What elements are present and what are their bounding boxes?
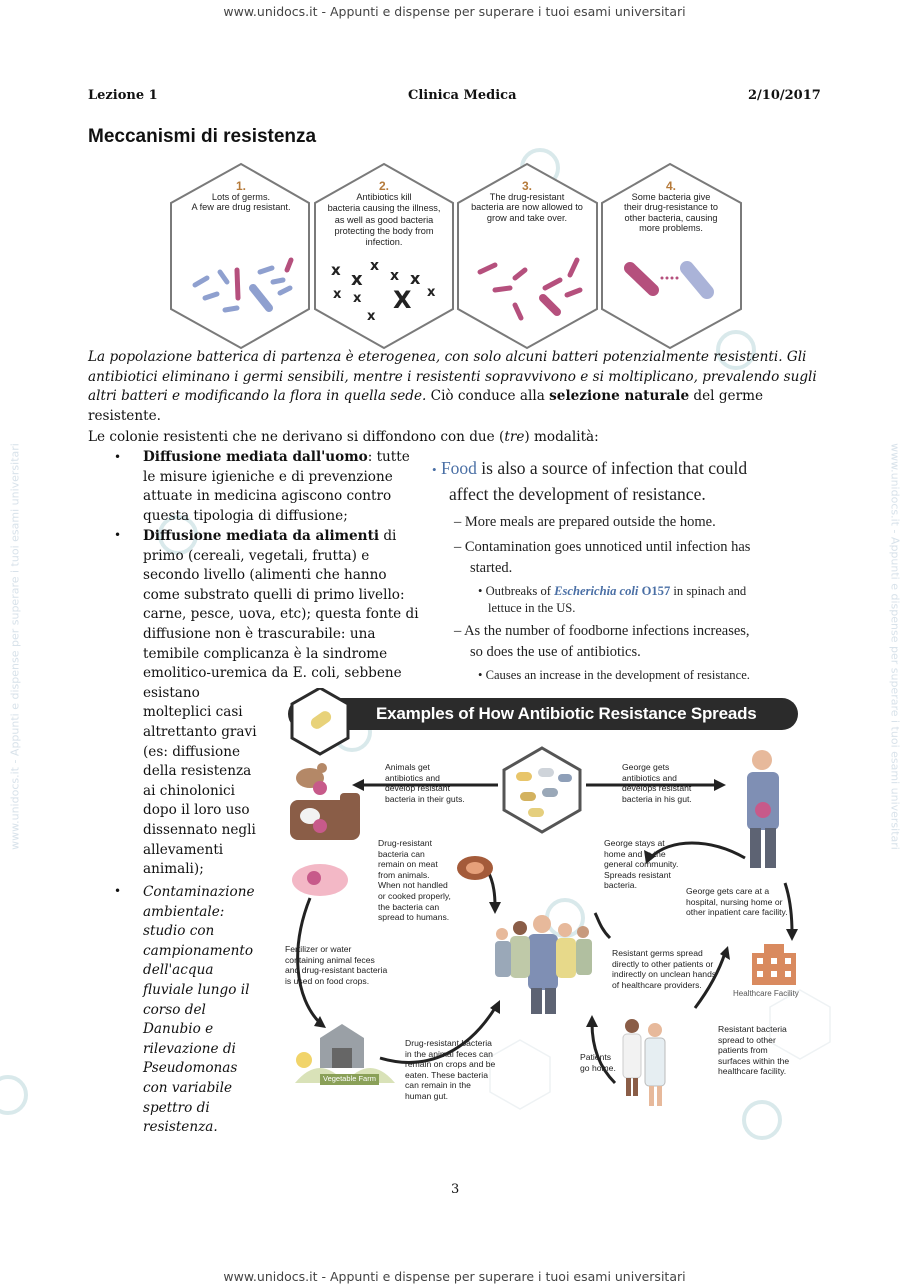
label-line: Resistant bacteria <box>718 1024 787 1034</box>
bullet-line: (es: diffusione <box>143 743 240 760</box>
page-number: 3 <box>451 1182 460 1197</box>
bullet-line: le misure igieniche e di prevenzione <box>143 468 393 485</box>
bullet-line: animali); <box>143 861 204 878</box>
bullet-line: ai chinolonici <box>143 782 236 799</box>
hex-step-2-number: 2. <box>378 179 389 193</box>
bullet-line: temibile complicanza è la sindrome <box>143 645 388 662</box>
label-patients-home <box>580 1052 616 1073</box>
header-course: Clinica Medica <box>408 88 517 103</box>
bullet-line: fluviale lungo il <box>143 981 250 998</box>
label-line: or cooked properly, <box>378 890 451 901</box>
label-line: go home. <box>580 1062 616 1073</box>
bullet-line: della resistenza <box>143 763 252 780</box>
bullet-line: Contaminazione <box>143 884 255 900</box>
label-line: of healthcare providers. <box>612 979 702 990</box>
label-line: eaten. These bacteria <box>405 1069 488 1080</box>
label-fertilizer <box>285 944 387 986</box>
bullet-line: di <box>379 528 397 544</box>
bullet-line: : tutte <box>367 449 410 465</box>
label-line: containing animal feces <box>285 954 375 965</box>
hex-step-4 <box>602 181 740 234</box>
hex-step-1-number: 1. <box>235 179 246 193</box>
bullet-line: rilevazione di <box>143 1040 236 1057</box>
hex-step-3 <box>458 181 596 223</box>
watermark-vertical-left: www.unidocs.it - Appunti e dispense per superare i tuoi esami universitari <box>8 443 22 850</box>
food-slide: • Food is also a source of infection that could affect the development of resistance. – More meals are prepared outside the home. – Contamination goes unnoticed until infection has started. • Outbreaks of Escherichia coli O157 in spinach and lettuce in the US. – As the number of foodborne infections increases, so does the use of antibiotics. • Causes an increase in the development of resistance. <box>432 456 832 684</box>
hex-step-1 <box>172 181 310 213</box>
hex-step-3-line: grow and take over. <box>486 212 568 223</box>
label-drug-resistant-meat <box>378 838 451 923</box>
food-line: affect the development of resistance. <box>449 484 706 504</box>
svg-text:x: x <box>410 269 421 288</box>
label-line: spread to humans. <box>378 912 450 923</box>
label-line: can remain in the <box>405 1080 471 1091</box>
para-text: ) modalità: <box>524 429 599 445</box>
label-line: Resistant germs spread <box>612 948 703 958</box>
bullet-line: esistano <box>143 684 200 701</box>
food-word: Food <box>440 458 477 478</box>
para-text: del germe resistente. <box>88 388 764 424</box>
food-sub-ecoli: Escherichia coli <box>554 584 639 598</box>
hex-step-1-line: Lots of germs. <box>211 191 271 202</box>
bullet-line: dissennato negli <box>143 821 256 838</box>
label-line: bacteria. <box>604 880 637 891</box>
label-line: When not handled <box>378 880 448 891</box>
top-banner[interactable]: www.unidocs.it - Appunti e dispense per superare i tuoi esami universitari <box>223 4 686 19</box>
hex-step-2 <box>315 181 453 248</box>
label-line: Fertilizer or water <box>285 944 352 954</box>
bullet-line: diffusione non è trascurabile: una <box>143 625 376 642</box>
svg-text:x: x <box>353 291 362 306</box>
bullet-line: come substrato quelli di primo livello: <box>143 586 405 603</box>
food-dash-2b: started. <box>470 560 513 576</box>
hex-step-2-line: infection. <box>365 237 403 248</box>
label-line: other inpatient care facility. <box>686 907 788 918</box>
label-line: and drug-resistant bacteria <box>285 965 388 976</box>
label-george-stays <box>604 838 678 891</box>
label-line: bacteria in their guts. <box>385 793 465 804</box>
bullet-line: attuate in medicina agiscono contro <box>143 488 392 505</box>
svg-text:x: x <box>333 287 342 302</box>
bullet-dot: • <box>114 884 122 898</box>
label-line: bacteria in his gut. <box>622 793 692 804</box>
food-sub-o157: O157 <box>638 584 671 598</box>
label-line: healthcare facility. <box>718 1066 787 1077</box>
label-line: antibiotics and <box>622 772 677 783</box>
label-line: George gets care at a <box>686 886 770 896</box>
label-line: develop resistant <box>385 783 450 794</box>
bullet-line: Danubio e <box>143 1021 214 1038</box>
label-line: human gut. <box>405 1090 448 1101</box>
bullet-line: primo (cereali, vegetali, frutta) e <box>143 547 370 564</box>
header-date: 2/10/2017 <box>748 88 821 103</box>
label-line: spread to other <box>718 1034 776 1045</box>
para-italic: La popolazione batterica di partenza è eterogenea, con solo alcuni batteri potenzialmente resistenti. Gli antibiotici eliminano i germi sensibili, mentre i resistenti sopravvivono e si moltiplicano, prevalendo sugli altri batteri e modificando la flora in quella sede. <box>88 349 817 404</box>
label-line: Spreads resistant <box>604 869 671 880</box>
food-dash-3: As the number of foodborne infections increases, <box>464 623 750 639</box>
hex-step-2-line: bacteria causing the illness, <box>327 203 441 214</box>
label-healthcare-facility: Healthcare Facility <box>733 989 799 998</box>
label-line: home and in the <box>604 848 666 859</box>
label-george-gets <box>622 762 692 804</box>
hex-step-4-line: other bacteria, causing <box>624 212 718 223</box>
label-line: develops resistant <box>622 783 692 794</box>
label-line: general community. <box>604 859 679 870</box>
food-sub-1b: in spinach and <box>670 584 747 598</box>
hex-step-1-line: A few are drug resistant. <box>191 202 291 213</box>
label-drug-resistant-feces <box>405 1038 495 1102</box>
label-line: hospital, nursing home or <box>686 896 783 907</box>
hex-step-4-line: Some bacteria give <box>631 191 711 202</box>
bullet-line: corso del <box>143 1001 206 1018</box>
label-line: remain on meat <box>378 859 438 870</box>
svg-text:x: x <box>331 261 341 279</box>
label-line: indirectly on unclean hands <box>612 969 717 980</box>
label-line: bacteria can <box>378 848 425 859</box>
svg-text:x: x <box>370 258 380 274</box>
paragraph-selection <box>88 348 828 426</box>
label-line: surfaces within the <box>718 1055 790 1066</box>
bullet-line: questa tipologia di diffusione; <box>143 507 348 524</box>
food-dash-2: Contamination goes unnoticed until infection has <box>464 539 751 555</box>
food-dash-3b: so does the use of antibiotics. <box>470 644 641 660</box>
bullet-title: Diffusione mediata dall'uomo <box>143 449 368 465</box>
label-line: George stays at <box>604 838 665 848</box>
food-sub-2: Causes an increase in the development of resistance. <box>485 668 750 682</box>
label-resistant-germs <box>612 948 716 990</box>
svg-text:x: x <box>367 309 376 324</box>
bullet-ambientale <box>143 883 283 1138</box>
bullet-line: Pseudomonas <box>143 1060 238 1077</box>
hex-step-4-line: more problems. <box>639 223 703 234</box>
bullet-line: dell'acqua <box>143 962 214 979</box>
label-line: in the animal feces can <box>405 1048 493 1059</box>
hex-step-3-line: bacteria are now allowed to <box>471 202 583 213</box>
label-animals-get <box>385 762 465 804</box>
bullet-line: spettro di <box>143 1099 210 1116</box>
header-lesson: Lezione 1 <box>88 88 158 103</box>
infographic-title: Examples of How Antibiotic Resistance Spreads <box>376 704 757 723</box>
hex-step-2-line: Antibiotics kill <box>356 192 412 203</box>
svg-text:x: x <box>427 285 436 300</box>
bullet-line: con variabile <box>143 1079 233 1096</box>
para-italic: tre <box>504 429 525 445</box>
bullet-line: ambientale: <box>143 903 225 920</box>
para-bold: selezione naturale <box>549 388 690 404</box>
label-line: Animals get <box>385 762 430 772</box>
bullet-line: dopo il loro uso <box>143 802 250 819</box>
bullet-line: carne, pesce, uova, etc); questa fonte di <box>143 606 419 623</box>
bullet-dot: • <box>114 528 122 542</box>
food-line: is also a source of infection that could <box>476 458 748 478</box>
label-resistant-bacteria <box>718 1024 789 1077</box>
food-dash-1: More meals are prepared outside the home. <box>464 514 716 530</box>
hex-step-3-number: 3. <box>521 179 532 193</box>
hex-step-2-line: protecting the body from <box>334 225 434 236</box>
label-line: is used on food crops. <box>285 975 370 986</box>
bottom-banner[interactable]: www.unidocs.it - Appunti e dispense per superare i tuoi esami universitari <box>223 1269 686 1284</box>
label-line: Patients <box>580 1052 612 1062</box>
svg-text:x: x <box>351 269 363 290</box>
hex-step-3-line: The drug-resistant <box>489 191 565 202</box>
paragraph-colonies <box>88 428 828 448</box>
hex-step-2-line: as well as good bacteria <box>334 214 434 225</box>
label-line: patients from <box>718 1045 768 1056</box>
bullet-line: molteplici casi <box>143 704 243 721</box>
bullet-uomo <box>143 448 433 526</box>
label-line: antibiotics and <box>385 772 440 783</box>
para-text: Le colonie resistenti che ne derivano si diffondono con due ( <box>88 429 505 445</box>
label-line: George gets <box>622 762 670 772</box>
bullet-title: Diffusione mediata da alimenti <box>143 528 380 544</box>
bullet-line: secondo livello (alimenti che hanno <box>143 567 387 584</box>
svg-text:x: x <box>390 268 400 284</box>
label-vegetable-farm: Vegetable Farm <box>320 1074 379 1085</box>
label-george-care <box>686 886 788 918</box>
svg-text:X: X <box>393 286 412 314</box>
hex-step-4-line: their drug-resistance to <box>624 202 718 213</box>
para-text: Ciò conduce alla <box>426 388 550 404</box>
bullet-line: altrettanto gravi <box>143 723 257 740</box>
bullet-line: studio con <box>143 923 215 940</box>
watermark-vertical-right: www.unidocs.it - Appunti e dispense per superare i tuoi esami universitari <box>888 443 902 850</box>
label-line: directly to other patients or <box>612 958 714 969</box>
food-sub-1c: lettuce in the US. <box>488 601 576 615</box>
section-title: Meccanismi di resistenza <box>88 126 317 147</box>
bullet-dot: • <box>114 450 122 464</box>
bullet-line: allevamenti <box>143 841 224 858</box>
label-line: the bacteria can <box>378 901 440 912</box>
label-line: Drug-resistant <box>378 838 432 848</box>
bullet-line: campionamento <box>143 942 254 959</box>
hex-step-4-number: 4. <box>665 179 676 193</box>
food-sub-1: Outbreaks of <box>485 584 555 598</box>
label-line: Drug-resistant bacteria <box>405 1038 492 1048</box>
label-line: remain on crops and be <box>405 1059 496 1070</box>
bullet-line: emolitico-uremica da E. coli, sebbene <box>143 665 402 682</box>
label-line: from animals. <box>378 869 430 880</box>
bullet-line: resistenza. <box>143 1119 218 1136</box>
